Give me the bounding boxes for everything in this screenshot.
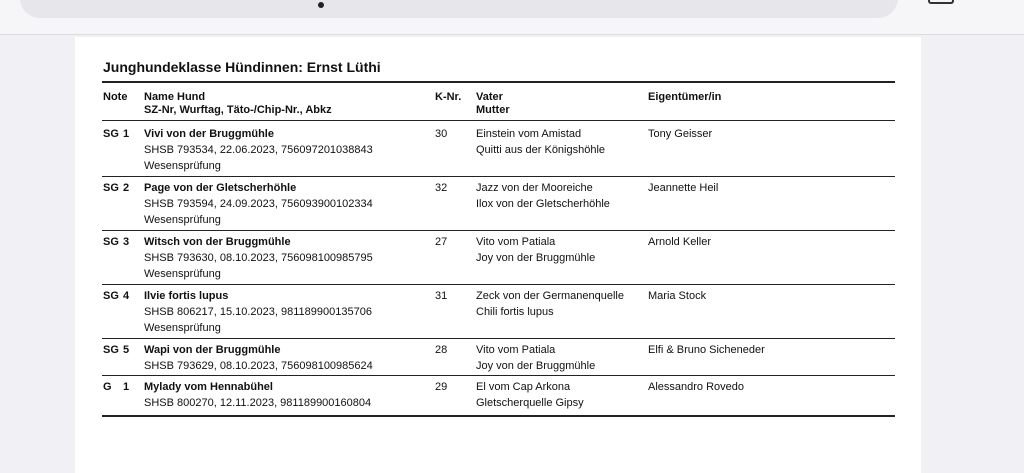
rank-label: 3 bbox=[123, 236, 130, 248]
table-bottom-rule bbox=[102, 415, 895, 417]
browser-toolbar bbox=[0, 0, 1024, 35]
col-header-owner: Eigentümer/in bbox=[648, 91, 722, 103]
row-grade bbox=[103, 379, 129, 395]
address-bar-text-fragment bbox=[318, 2, 324, 8]
dog-name: Page von der Gletscherhöhle bbox=[144, 182, 297, 194]
dog-registration: SHSB 793594, 24.09.2023, 756093900102334 bbox=[144, 198, 373, 210]
father-name: Vito vom Patiala bbox=[476, 344, 556, 356]
dog-registration: SHSB 806217, 15.10.2023, 981189900135706 bbox=[144, 306, 372, 318]
dog-extra: Wesensprüfung bbox=[144, 160, 221, 172]
owner-name: Tony Geisser bbox=[648, 128, 713, 140]
father-name: Einstein vom Amistad bbox=[476, 128, 582, 140]
col-header-knr: K-Nr. bbox=[435, 91, 462, 103]
col-header-name-details: SZ-Nr, Wurftag, Täto-/Chip-Nr., Abkz bbox=[144, 104, 332, 116]
owner-name: Jeannette Heil bbox=[648, 182, 719, 194]
owner-name: Elfi & Bruno Sicheneder bbox=[648, 344, 765, 356]
dog-extra: Wesensprüfung bbox=[144, 268, 221, 280]
rank-label: 1 bbox=[123, 381, 130, 393]
row-grade bbox=[103, 288, 129, 304]
catalog-number: 29 bbox=[435, 381, 448, 393]
mother-name: Ilox von der Gletscherhöhle bbox=[476, 198, 610, 210]
row-divider bbox=[102, 375, 895, 376]
mother-name: Gletscherquelle Gipsy bbox=[476, 397, 584, 409]
mother-name: Quitti aus der Königshöhle bbox=[476, 144, 606, 156]
dog-name: Mylady vom Hennabühel bbox=[144, 381, 273, 393]
rank-label: 5 bbox=[123, 344, 130, 356]
row-divider bbox=[102, 338, 895, 339]
father-name: Jazz von der Mooreiche bbox=[476, 182, 593, 194]
dog-registration: SHSB 793630, 08.10.2023, 756098100985795 bbox=[144, 252, 373, 264]
owner-name: Maria Stock bbox=[648, 290, 707, 302]
grade-label: SG bbox=[103, 290, 119, 302]
row-grade bbox=[103, 126, 129, 142]
owner-name: Alessandro Rovedo bbox=[648, 381, 745, 393]
page-title: Junghundeklasse Hündinnen: Ernst Lüthi bbox=[103, 59, 381, 75]
col-header-name: Name Hund bbox=[144, 91, 206, 103]
mother-name: Chili fortis lupus bbox=[476, 306, 554, 318]
mother-name: Joy von der Bruggmühle bbox=[476, 252, 596, 264]
row-divider bbox=[102, 230, 895, 231]
dog-extra: Wesensprüfung bbox=[144, 214, 221, 226]
grade-label: SG bbox=[103, 344, 119, 356]
dog-name: Vivi von der Bruggmühle bbox=[144, 128, 274, 140]
catalog-number: 31 bbox=[435, 290, 448, 302]
catalog-number: 32 bbox=[435, 182, 448, 194]
rank-label: 2 bbox=[123, 182, 130, 194]
dog-registration: SHSB 793534, 22.06.2023, 756097201038843 bbox=[144, 144, 373, 156]
col-header-mother: Mutter bbox=[476, 104, 510, 116]
owner-name: Arnold Keller bbox=[648, 236, 711, 248]
tabs-icon[interactable] bbox=[928, 0, 954, 4]
row-grade bbox=[103, 180, 129, 196]
header-top-rule bbox=[102, 81, 895, 83]
dog-extra: Wesensprüfung bbox=[144, 322, 221, 334]
row-divider bbox=[102, 284, 895, 285]
row-grade bbox=[103, 342, 129, 358]
catalog-number: 28 bbox=[435, 344, 448, 356]
row-divider bbox=[102, 176, 895, 177]
col-header-father: Vater bbox=[476, 91, 503, 103]
col-header-note: Note bbox=[103, 91, 128, 103]
header-bottom-rule bbox=[102, 120, 895, 121]
grade-label: SG bbox=[103, 128, 119, 140]
row-grade bbox=[103, 234, 129, 250]
grade-label: SG bbox=[103, 182, 119, 194]
dog-name: Ilvie fortis lupus bbox=[144, 290, 229, 302]
dog-name: Wapi von der Bruggmühle bbox=[144, 344, 281, 356]
dog-registration: SHSB 800270, 12.11.2023, 981189900160804 bbox=[144, 397, 372, 409]
mother-name: Joy von der Bruggmühle bbox=[476, 360, 596, 372]
father-name: Zeck von der Germanenquelle bbox=[476, 290, 624, 302]
grade-label: G bbox=[103, 381, 112, 393]
grade-label: SG bbox=[103, 236, 119, 248]
address-bar[interactable] bbox=[20, 0, 898, 18]
father-name: El vom Cap Arkona bbox=[476, 381, 571, 393]
rank-label: 1 bbox=[123, 128, 130, 140]
father-name: Vito vom Patiala bbox=[476, 236, 556, 248]
dog-name: Witsch von der Bruggmühle bbox=[144, 236, 291, 248]
dog-registration: SHSB 793629, 08.10.2023, 756098100985624 bbox=[144, 360, 373, 372]
catalog-number: 27 bbox=[435, 236, 448, 248]
catalog-number: 30 bbox=[435, 128, 448, 140]
document-page bbox=[75, 37, 921, 473]
rank-label: 4 bbox=[123, 290, 130, 302]
